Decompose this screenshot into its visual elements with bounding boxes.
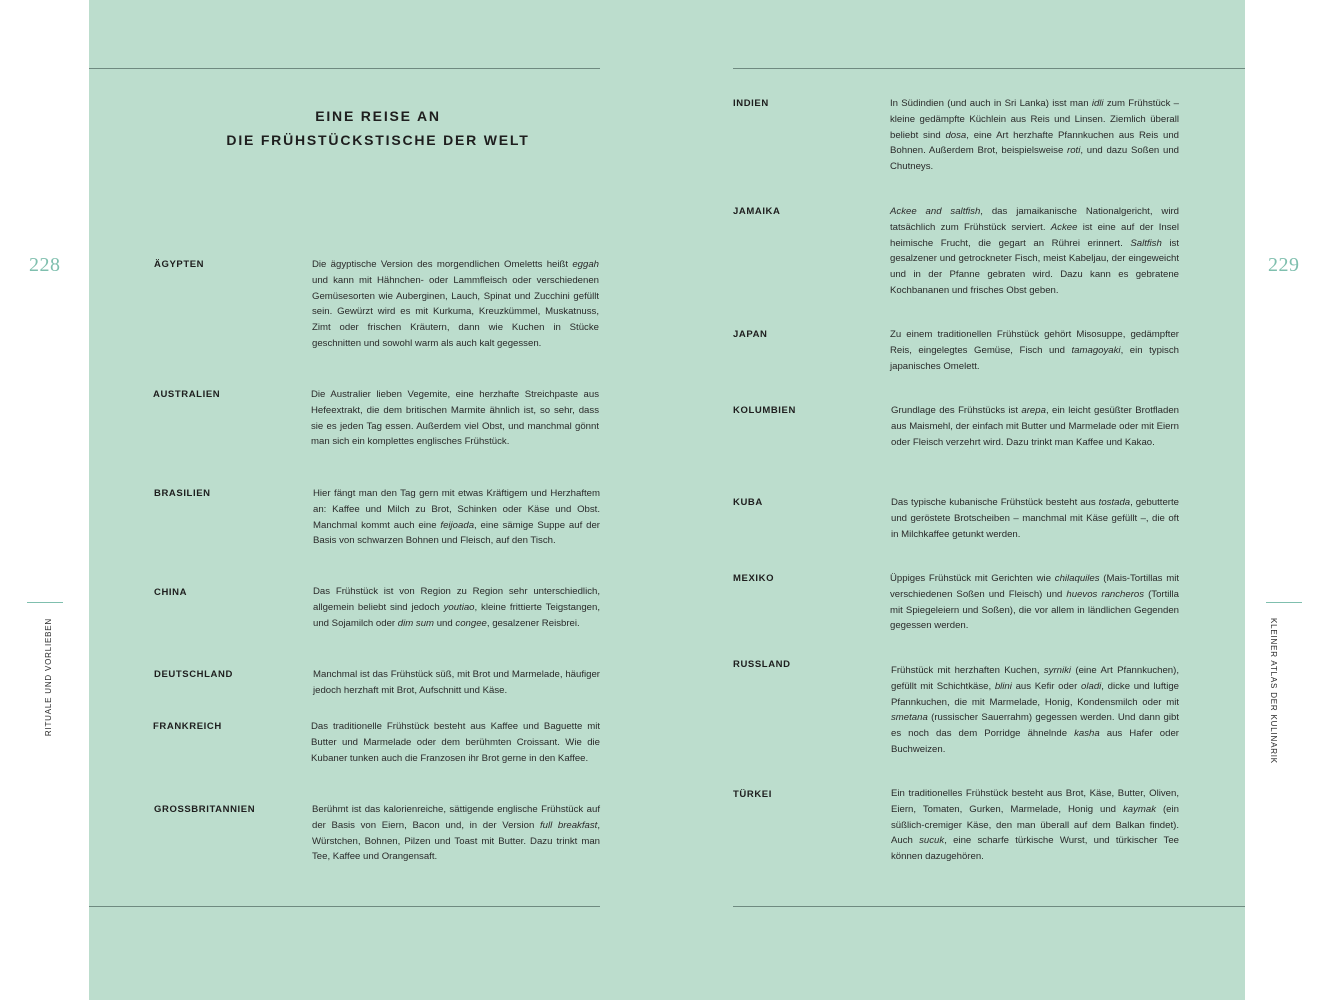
country-label: KOLUMBIEN (733, 405, 796, 416)
country-description: Manchmal ist das Frühstück süß, mit Brot und Marmelade, häufiger jedoch herzhaft mit Brot, Aufschnitt und Käse. (313, 669, 600, 696)
page-number-right: 229 (1268, 254, 1300, 276)
running-head-left: RITUALE UND VORLIEBEN (44, 618, 53, 737)
side-rule-left (27, 602, 63, 603)
country-description: Das typische kubanische Frühstück besteht aus tostada, gebutterte und geröstete Brotscheiben – manchmal mit Käse gefüllt –, die oft in Milchkaffee getunkt werden. (891, 497, 1179, 540)
top-rule-right (733, 68, 1245, 69)
page-number-left: 228 (29, 254, 61, 276)
bottom-rule-left (89, 906, 600, 907)
country-description: In Südindien (und auch in Sri Lanka) isst man idli zum Frühstück – kleine gedämpfte Küchlein aus Reis und Linsen. Ziemlich überall beliebt sind dosa, eine Art herzhafte Pfannkuchen aus Reis und Bohnen. Außerdem Brot, beispielsweise roti, und dazu Soßen und Chutneys. (890, 98, 1179, 173)
country-description: Hier fängt man den Tag gern mit etwas Kräftigem und Herzhaftem an: Kaffee und Milch zu Brot, Schinken oder Käse und Obst. Manchmal kommt auch eine feijoada, eine sämige Suppe auf der Basis von schwarzen Bohnen und Fleisch, auf den Tisch. (313, 488, 600, 547)
country-description: Das traditionelle Frühstück besteht aus Kaffee und Baguette mit Butter und Marmelade oder dem berühmten Croissant. Wie die Kubaner tunken auch die Franzosen ihr Brot gerne in den Kaffee. (311, 721, 600, 764)
country-description: Ein traditionelles Frühstück besteht aus Brot, Käse, Butter, Oliven, Eiern, Tomaten, Gurken, Marmelade, Honig und kaymak (ein süßlich-cremiger Käse, den man überall auf dem Balkan findet). Auch sucuk, eine scharfe türkische Wurst, und türkischer Tee können dazugehören. (891, 788, 1179, 863)
country-label: KUBA (733, 497, 763, 508)
country-label: MEXIKO (733, 573, 775, 584)
country-label: FRANKREICH (153, 721, 222, 732)
page-title (190, 104, 566, 152)
title-line-2: DIE FRÜHSTÜCKSTISCHE DER WELT (226, 132, 530, 148)
country-description: Die Australier lieben Vegemite, eine herzhafte Streichpaste aus Hefeextrakt, die dem britischen Marmite ähnlich ist, so sehr, dass sie es jeden Tag essen. Außerdem viel Obst, und manchmal gönnt man sich ein komplettes englisches Frühstück. (311, 389, 599, 448)
country-description: Grundlage des Frühstücks ist arepa, ein leicht gesüßter Brotfladen aus Maismehl, der einfach mit Butter und Marmelade oder mit Eiern oder Fleisch verzehrt wird. Dazu trinkt man Kaffee und Kakao. (891, 405, 1179, 448)
country-label: CHINA (154, 587, 188, 598)
title-line-1: EINE REISE AN (315, 108, 441, 124)
country-label: GROSSBRITANNIEN (154, 804, 256, 815)
country-description: Die ägyptische Version des morgendlichen Omeletts heißt eggah und kann mit Hähnchen- oder Lammfleisch oder verschiedenen Gemüsesorten wie Auberginen, Lauch, Spinat und Zucchini gefüllt sein. Gewürzt wird es mit Kurkuma, Kreuzkümmel, Muskatnuss, Zimt oder frischen Kräutern, dann wie Kuchen in Stücke geschnitten und sowohl warm als auch kalt gegessen. (312, 259, 599, 349)
country-description: Üppiges Frühstück mit Gerichten wie chilaquiles (Mais-Tortillas mit verschiedenen Soßen und Fleisch) und huevos rancheros (Tortilla mit Spiegeleiern und Soßen), die vor allem in ländlichen Gegenden gegessen werden. (890, 573, 1180, 632)
country-description: Ackee and saltfish, das jamaikanische Nationalgericht, wird tatsächlich zum Frühstück serviert. Ackee ist eine auf der Insel heimische Frucht, die gegart an Rührei erinnert. Saltfish ist gesalzener und getrockneter Fisch, meist Kabeljau, der eingeweicht und in der Pfanne gebraten wird. Dazu kann es gebratene Kochbananen und frisches Obst geben. (890, 206, 1179, 296)
country-label: RUSSLAND (733, 659, 791, 670)
running-head-right: KLEINER ATLAS DER KULINARIK (1269, 618, 1278, 764)
country-label: AUSTRALIEN (153, 389, 221, 400)
country-label: DEUTSCHLAND (154, 669, 233, 680)
country-description: Frühstück mit herzhaften Kuchen, syrniki (eine Art Pfannkuchen), gefüllt mit Schichtkäse, blini aus Kefir oder oladi, dicke und luftige Pfannkuchen, die mit Marmelade, Honig, Kondensmilch oder mit smetana (russischer Sauerrahm) gegessen werden. Und dann gibt es noch das dem Porridge ähnelnde kasha aus Hafer oder Buchweizen. (891, 665, 1180, 755)
country-label: INDIEN (733, 98, 769, 109)
country-description: Berühmt ist das kalorienreiche, sättigende englische Frühstück auf der Basis von Eiern, Bacon und, in der Version full breakfast, Würstchen, Bohnen, Pilzen und Toast mit Butter. Dazu trinkt man Tee, Kaffee und Orangensaft. (312, 804, 600, 863)
country-description: Das Frühstück ist von Region zu Region sehr unterschiedlich, allgemein beliebt sind jedoch youtiao, kleine frittierte Teigstangen, und Sojamilch oder dim sum und congee, gesalzener Reisbrei. (313, 586, 600, 629)
side-rule-right (1266, 602, 1302, 603)
country-label: JAMAIKA (733, 206, 781, 217)
country-label: BRASILIEN (154, 488, 211, 499)
country-description: Zu einem traditionellen Frühstück gehört Misosuppe, gedämpfter Reis, eingelegtes Gemüse, Fisch und tamagoyaki, ein typisch japanisches Omelett. (890, 329, 1179, 372)
top-rule-left (89, 68, 600, 69)
bottom-rule-right (733, 906, 1245, 907)
country-label: JAPAN (733, 329, 768, 340)
country-label: TÜRKEI (733, 789, 772, 800)
country-label: ÄGYPTEN (154, 259, 205, 270)
